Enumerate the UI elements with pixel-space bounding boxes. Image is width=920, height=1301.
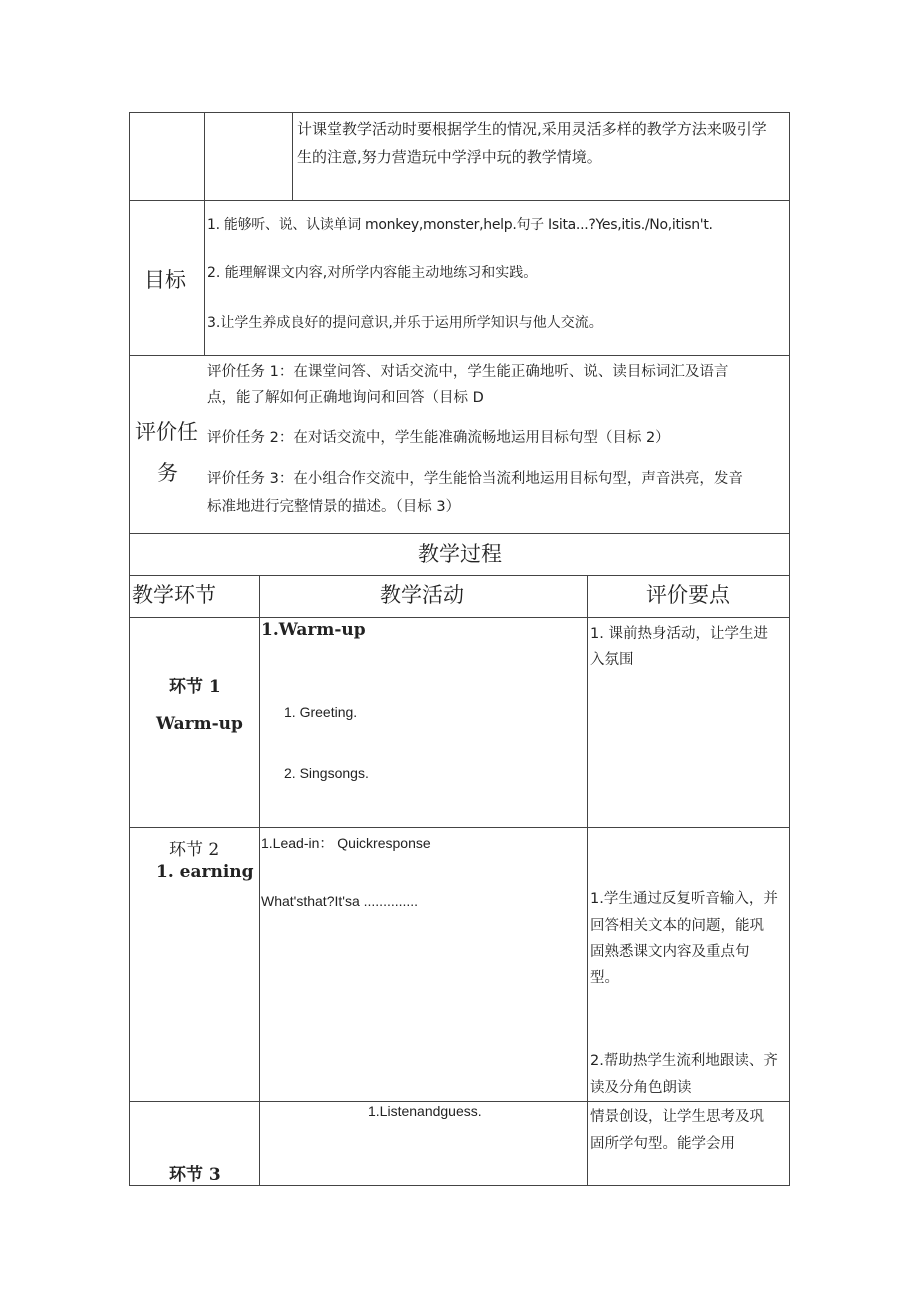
header-activity: 教学活动: [380, 583, 464, 607]
rule-stage2-top: [129, 827, 790, 828]
stage-1-activity-title: 1.Warm-up: [261, 620, 366, 640]
stage-2-eval-2-line-2: 读及分角色朗读: [590, 1080, 692, 1096]
stage-3-activity-line-1: 1.Listenandguess.: [368, 1103, 482, 1119]
evaluation-label-line-2: 务: [157, 461, 178, 485]
stage-2-name: 环节 2: [169, 840, 220, 860]
stage-2-eval-1-line-4: 型。: [590, 970, 619, 986]
rule-top: [129, 112, 790, 113]
intro-line-2: 生的注意,努力营造玩中学浮中玩的教学情境。: [297, 148, 602, 166]
rule-right: [789, 112, 790, 1186]
stage-1-subtitle: Warm-up: [156, 714, 243, 734]
rule-goals-top: [129, 200, 790, 201]
stage-1-activity-item-2: 2. Singsongs.: [284, 765, 369, 781]
stage-2-eval-2-line-1: 2.帮助热学生流利地跟读、齐: [590, 1053, 778, 1069]
header-stage: 教学环节: [132, 583, 216, 607]
goal-item-1: 1. 能够听、说、认读单词 monkey,monster,help.句子 Isita...?Yes,itis./No,itisn't.: [207, 217, 713, 233]
rule-stage3-top: [129, 1101, 790, 1102]
rule-top-col2: [292, 112, 293, 200]
goal-item-2: 2. 能理解课文内容,对所学内容能主动地练习和实践。: [207, 265, 538, 281]
header-evaluation: 评价要点: [646, 583, 730, 607]
stage-2-eval-1-line-2: 回答相关文本的问题，能巩: [590, 918, 764, 934]
evaluation-label-line-1: 评价任: [135, 420, 198, 444]
rule-process-top: [129, 533, 790, 534]
rule-process-col2: [587, 575, 588, 1186]
stage-2-activity-line-2: What'sthat?It'sa ..............: [261, 893, 419, 909]
stage-1-eval-line-2: 入氛围: [590, 652, 634, 668]
eval-task-2: 评价任务 2：在对话交流中，学生能准确流畅地运用目标句型（目标 2）: [207, 430, 670, 446]
rule-eval-top: [129, 355, 790, 356]
stage-2-eval-1-line-1: 1.学生通过反复听音输入，并: [590, 891, 778, 907]
goals-label: 目标: [144, 268, 186, 292]
rule-stage1-top: [129, 617, 790, 618]
stage-3-eval-line-2: 固所学句型。能学会用: [590, 1136, 735, 1152]
rule-process-col1: [259, 575, 260, 1186]
eval-task-3-line-2: 标准地进行完整情景的描述。（目标 3）: [207, 499, 461, 515]
stage-1-eval-line-1: 1. 课前热身活动，让学生进: [590, 626, 768, 642]
stage-2-eval-1-line-3: 固熟悉课文内容及重点句: [590, 944, 750, 960]
stage-2-subtitle: 1. earning: [156, 862, 254, 882]
eval-task-1-line-1: 评价任务 1：在课堂问答、对话交流中，学生能正确地听、说、读目标词汇及语言: [207, 364, 729, 380]
intro-line-1: 计课堂教学活动时要根据学生的情况,采用灵活多样的教学方法来吸引学: [297, 120, 767, 138]
process-title: 教学过程: [418, 542, 502, 566]
goal-item-3: 3.让学生养成良好的提问意识,并乐于运用所学知识与他人交流。: [207, 315, 603, 331]
eval-task-1-line-2: 点，能了解如何正确地询问和回答（目标 D: [207, 390, 484, 406]
stage-1-activity-item-1: 1. Greeting.: [284, 704, 358, 720]
rule-header-top: [129, 575, 790, 576]
rule-bottom: [129, 1185, 790, 1186]
rule-top-col1: [204, 112, 205, 355]
stage-2-activity-line-1: 1.Lead-in： Quickresponse: [261, 835, 431, 851]
stage-3-eval-line-1: 情景创设，让学生思考及巩: [590, 1109, 764, 1125]
eval-task-3-line-1: 评价任务 3：在小组合作交流中，学生能恰当流利地运用目标句型，声音洪亮，发音: [207, 471, 743, 487]
stage-3-name: 环节 3: [169, 1165, 221, 1185]
stage-1-name: 环节 1: [169, 677, 221, 697]
rule-left: [129, 112, 130, 1186]
